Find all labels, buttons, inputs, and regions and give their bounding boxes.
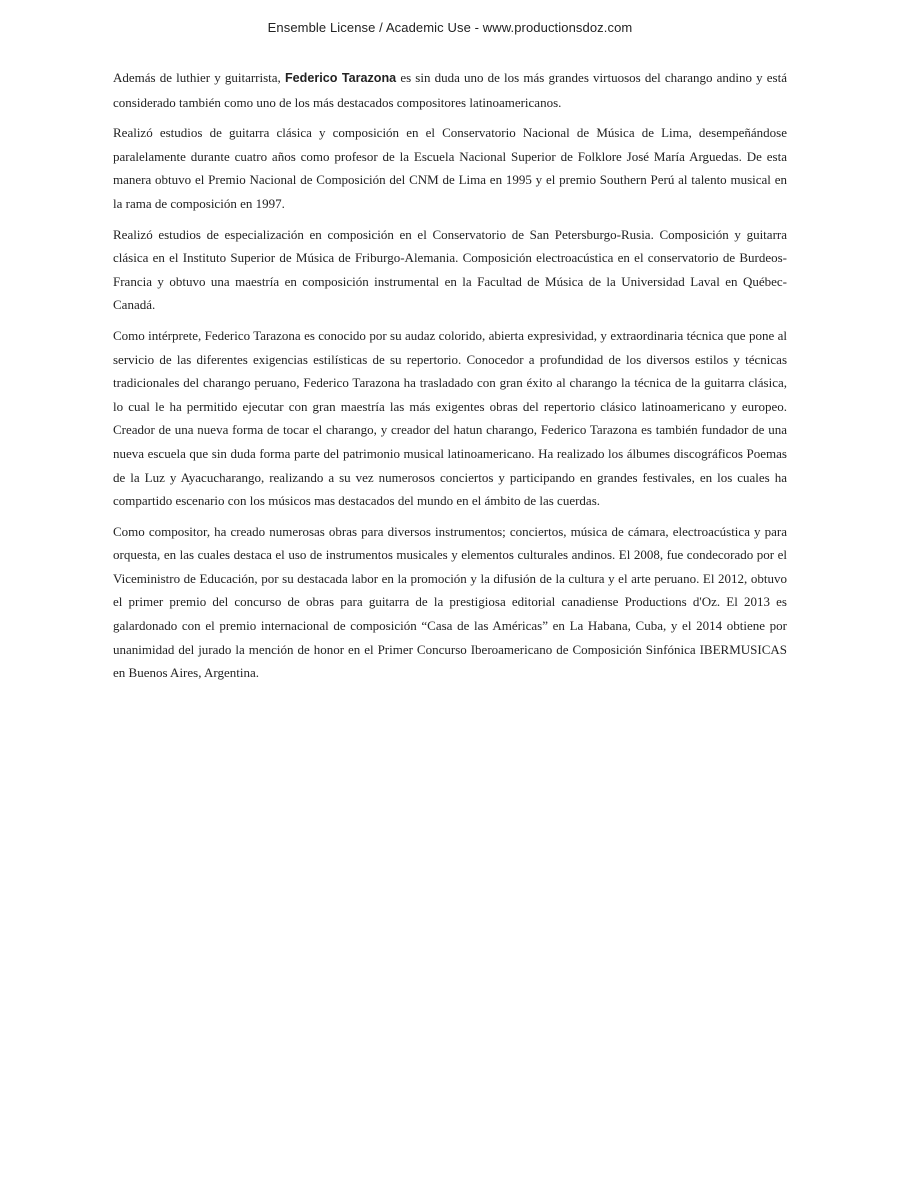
license-header: Ensemble License / Academic Use - www.productionsdoz.com: [267, 20, 633, 35]
paragraph-performer: Como intérprete, Federico Tarazona es conocido por su audaz colorido, abierta expresividad, y extraordinaria técnica que pone al servicio de las diferentes exigencias estilísticas de su repertorio. Conocedor a profundidad de los diversos estilos y técnicas tradicionales del charango peruano, Federico Tarazona ha trasladado con gran éxito al charango la técnica de la guitarra clásica, lo cual le ha permitido ejecutar con gran maestría las más exigentes obras del repertorio clásico latinoamericano y europeo. Creador de una nueva forma de tocar el charango, y creador del hatun charango, Federico Tarazona es también fundador de una nueva escuela que sin duda forma parte del patrimonio musical latinoamericano. Ha realizado los álbumes discográficos Poemas de la Luz y Ayacucharango, realizando a su vez numerosos conciertos y participando en grandes festivales, en los cuales ha compartido escenario con los músicos mas destacados del mundo en el ámbito de las cuerdas.: [113, 327, 787, 509]
intro-text-before: Además de luthier y guitarrista,: [113, 70, 285, 85]
paragraph-composer: Como compositor, ha creado numerosas obras para diversos instrumentos; conciertos, música de cámara, electroacústica y para orquesta, en las cuales destaca el uso de instrumentos musicales y elementos culturales andinos. El 2008, fue condecorado por el Viceministro de Educación, por su destacada labor en la promoción y la difusión de la cultura y el arte peruano. El 2012, obtuvo el primer premio del concurso de obras para guitarra de la prestigiosa editorial canadiense Productions d'Oz. El 2013 es galardonado con el premio internacional de composición “Casa de las Américas” en La Habana, Cuba, y el 2014 obtiene por unanimidad del jurado la mención de honor en el Primer Concurso Iberoamericano de Composición Sinfónica IBERMUSICAS en Buenos Aires, Argentina.: [113, 523, 787, 681]
paragraph-intro: [113, 66, 787, 114]
biography-text: [113, 66, 787, 692]
paragraph-studies: Realizó estudios de guitarra clásica y composición en el Conservatorio Nacional de Música de Lima, desempeñándose paralelamente durante cuatro años como profesor de la Escuela Nacional Superior de Folklore José María Arguedas. De esta manera obtuvo el Premio Nacional de Composición del CNM de Lima en 1995 y el premio Southern Perú al talento musical en la rama de composición en 1997.: [113, 125, 787, 211]
intro-text-after: es sin duda uno de los más grandes virtuosos del charango andino y está considerado también como uno de los más destacados compositores latinoamericanos.: [113, 70, 787, 110]
composer-name: Federico Tarazona: [284, 71, 397, 85]
paragraph-specialization: Realizó estudios de especialización en composición en el Conservatorio de San Petersburgo-Rusia. Composición y guitarra clásica en el Instituto Superior de Música de Friburgo-Alemania. Composición electroacústica en el conservatorio de Burdeos-Francia y obtuvo una maestría en composición instrumental en la Facultad de Música de la Universidad Laval en Québec-Canadá.: [113, 226, 787, 313]
